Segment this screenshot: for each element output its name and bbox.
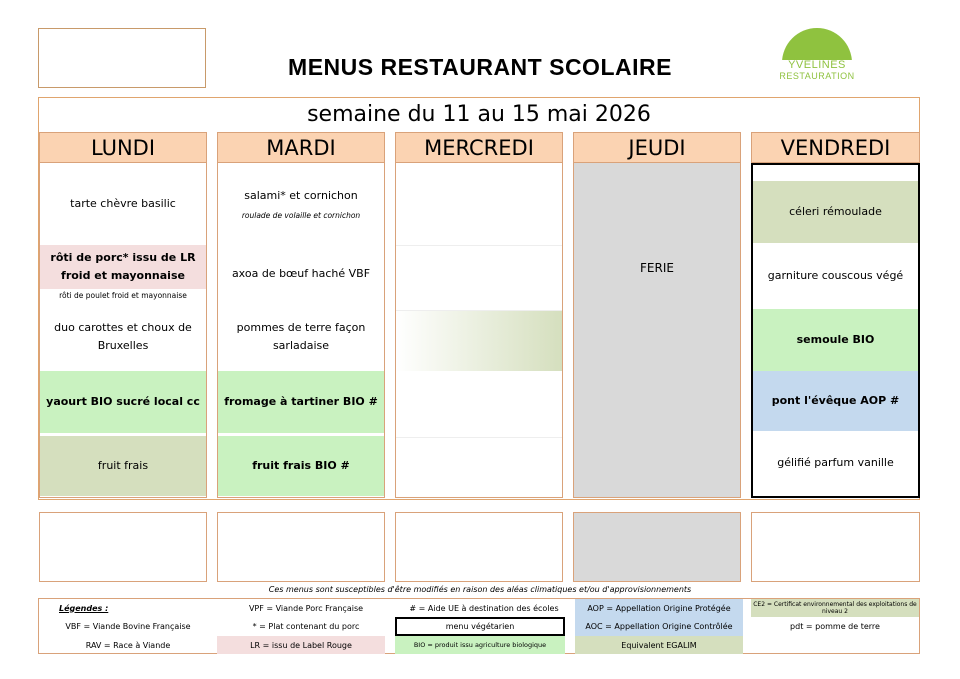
day-header-mardi: MARDI	[217, 132, 385, 163]
logo-text-2: RESTAURATION	[779, 71, 855, 81]
day-header-vendredi: VENDREDI	[751, 132, 920, 163]
legend-aide-ue: # = Aide UE à destination des écoles	[409, 603, 559, 613]
column-vendredi	[751, 163, 920, 498]
legend-aop: AOP = Appellation Origine Protégée	[575, 599, 743, 617]
extra-box-mardi	[217, 512, 385, 582]
extra-box-lundi	[39, 512, 207, 582]
lundi-plat-alt: rôti de poulet froid et mayonnaise	[59, 291, 187, 300]
extra-box-jeudi	[573, 512, 741, 582]
legend-vbf: VBF = Viande Bovine Française	[65, 622, 191, 631]
mardi-dessert: fruit frais BIO #	[218, 436, 384, 496]
legend	[38, 598, 920, 654]
vendredi-entree: céleri rémoulade	[753, 181, 918, 243]
jeudi-ferie: FERIE	[640, 261, 674, 275]
notice-text: Ces menus sont susceptibles d'être modifiés en raison des aléas climatiques et/ou d'approvisionnements	[268, 585, 692, 594]
lundi-entree: tarte chèvre basilic	[70, 197, 176, 210]
lundi-dessert: fruit frais	[40, 436, 206, 496]
legend-label-rouge: LR = issu de Label Rouge	[217, 636, 385, 654]
legend-ce2: CE2 = Certificat environnemental des exploitations de niveau 2	[751, 599, 919, 617]
extra-box-mercredi	[395, 512, 563, 582]
legend-vegetarien: menu végétarien	[395, 617, 565, 636]
mardi-garniture: pommes de terre façon sarladaise	[236, 321, 366, 352]
vendredi-garniture: semoule BIO	[753, 309, 918, 371]
mardi-entree-alt: roulade de volaille et cornichon	[241, 211, 361, 220]
extra-box-vendredi	[751, 512, 920, 582]
yvelines-logo	[770, 24, 864, 86]
column-jeudi	[573, 163, 741, 498]
vendredi-plat: garniture couscous végé	[767, 269, 904, 282]
day-header-mercredi: MERCREDI	[395, 132, 563, 163]
mardi-plat: axoa de bœuf haché VBF	[231, 267, 371, 280]
school-logo-placeholder	[38, 28, 206, 88]
legend-vpf: VPF = Viande Porc Française	[248, 603, 364, 613]
column-mardi	[217, 163, 385, 498]
legend-rav: RAV = Race à Viande	[85, 640, 171, 650]
legend-title: Légendes :	[59, 603, 109, 613]
legend-bio: BIO = produit issu agriculture biologique	[395, 636, 565, 654]
page-title: MENUS RESTAURANT SCOLAIRE	[288, 54, 672, 80]
mardi-entree-block	[218, 163, 384, 245]
column-mercredi	[395, 163, 563, 498]
lundi-garniture: duo carottes et choux de Bruxelles	[54, 321, 192, 352]
vendredi-dessert: gélifié parfum vanille	[777, 456, 894, 469]
day-header-jeudi: JEUDI	[573, 132, 741, 163]
logo-text-1: YVELINES	[788, 59, 846, 71]
legend-porc: * = Plat contenant du porc	[252, 622, 360, 631]
legend-pdt: pdt = pomme de terre	[790, 622, 880, 631]
lundi-laitage: yaourt BIO sucré local cc	[40, 371, 206, 433]
lundi-plat: rôti de porc* issu de LR froid et mayonnaise	[40, 245, 206, 289]
mardi-entree: salami* et cornichon	[244, 189, 358, 202]
column-lundi	[39, 163, 207, 498]
week-title: semaine du 11 au 15 mai 2026	[307, 102, 651, 127]
vendredi-laitage: pont l'évêque AOP #	[753, 371, 918, 431]
legend-egalim: Equivalent EGALIM	[575, 636, 743, 654]
legend-aoc: AOC = Appellation Origine Contrôlée	[575, 617, 743, 636]
mardi-laitage: fromage à tartiner BIO #	[218, 371, 384, 433]
day-header-lundi: LUNDI	[39, 132, 207, 163]
